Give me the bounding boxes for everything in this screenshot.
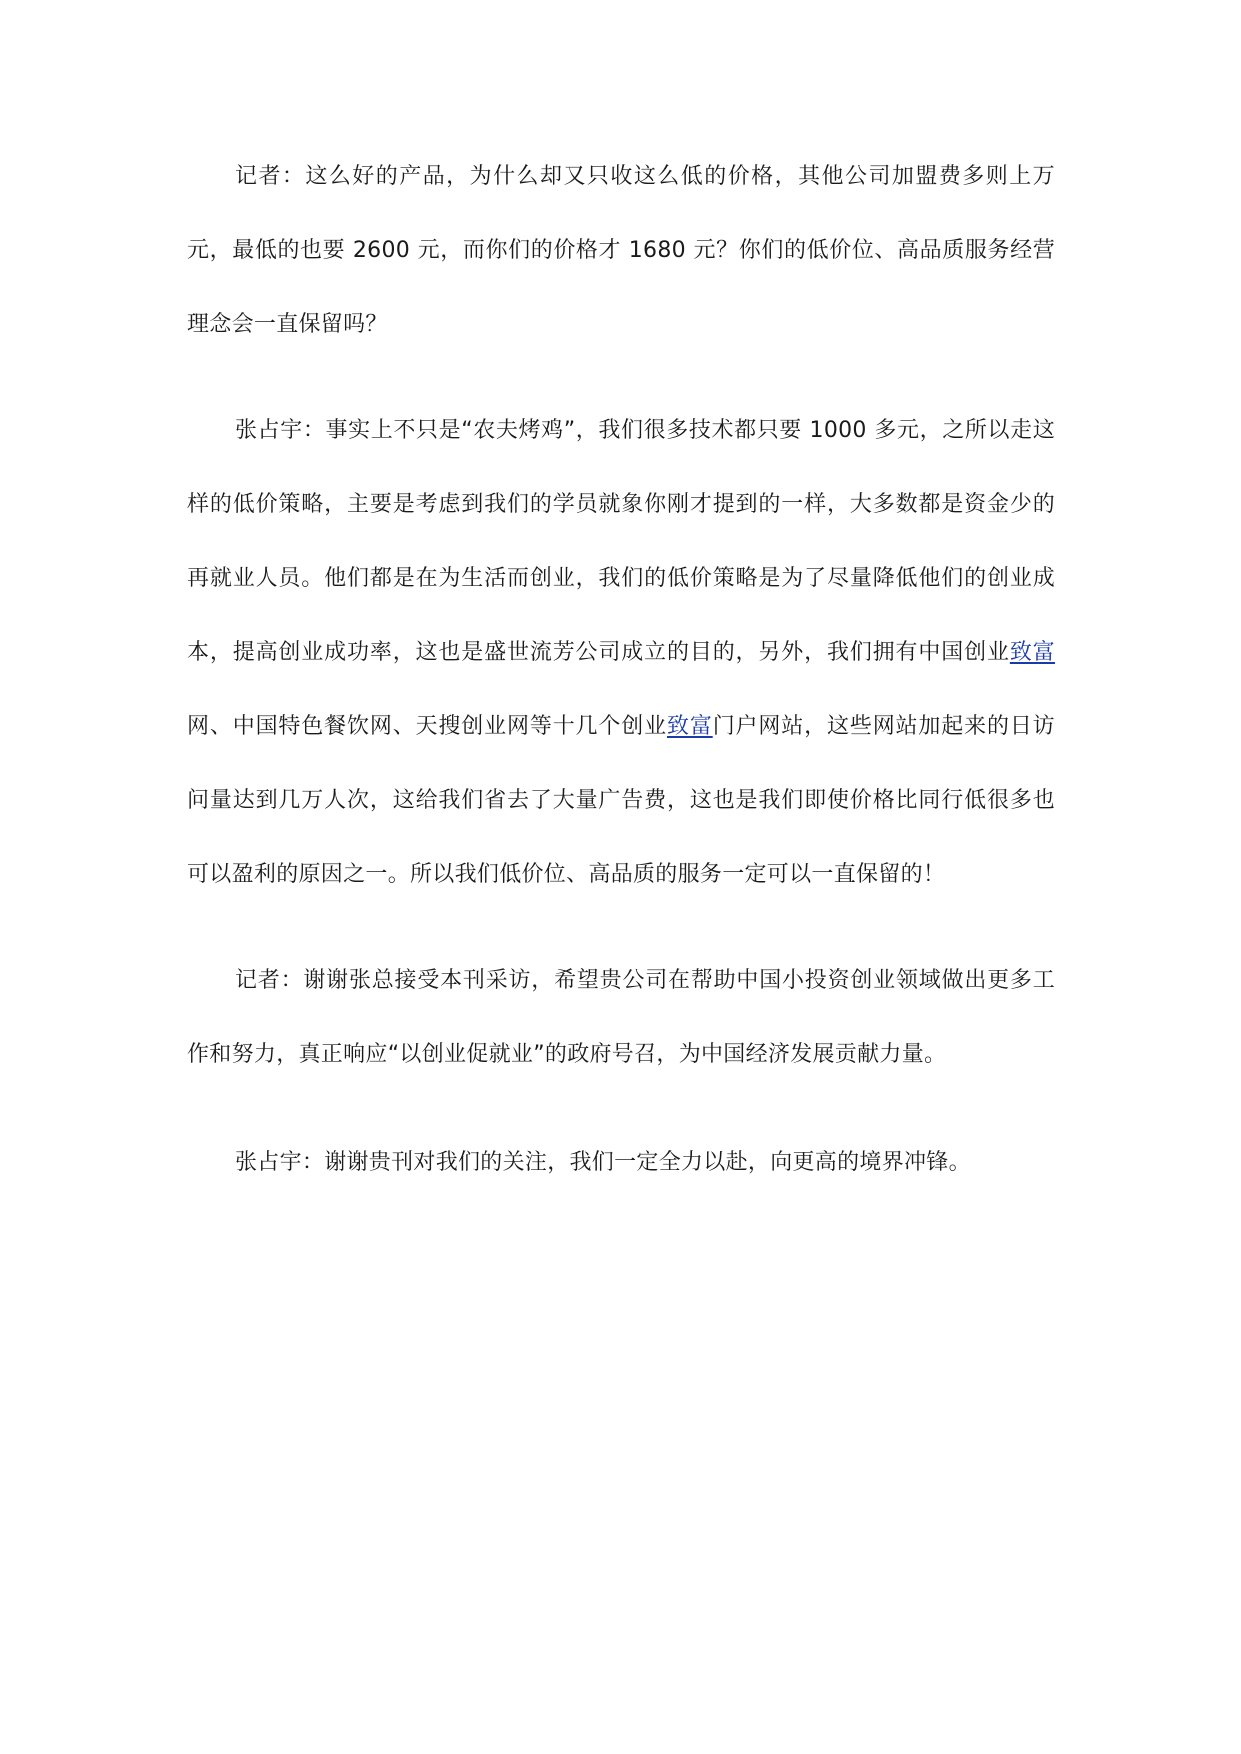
document-body (187, 140, 1055, 1200)
text-segment: 张占宇：事实上不只是“农夫烤鸡”，我们很多技术都只要 1000 多元，之所以走这样的低价策略，主要是考虑到我们的学员就象你刚才提到的一样，大多数都是资金少的再就业人员。他们都是在为生活而创业，我们的低价策略是为了尽量降低他们的创业成本，提高创业成功率，这也是盛世流芳公司成立的目的，另外，我们拥有中国创业 (187, 418, 1055, 665)
link-zhifu[interactable]: 致富 (1009, 640, 1055, 665)
text-segment: 记者：这么好的产品，为什么却又只收这么低的价格，其他公司加盟费多则上万元，最低的也要 2600 元，而你们的价格才 1680 元？你们的低价位、高品质服务经营理念会一直保留吗？ (187, 164, 1055, 337)
text-segment: 门户网站，这些网站加起来的日访问量达到几万人次，这给我们省去了大量广告费，这也是我们即使价格比同行低很多也可以盈利的原因之一。所以我们低价位、高品质的服务一定可以一直保留的！ (187, 714, 1055, 887)
paragraph-zhang-thanks (187, 1126, 1055, 1200)
paragraph-reporter-question (187, 140, 1055, 362)
paragraph-zhang-answer (187, 394, 1055, 912)
text-segment: 张占宇：谢谢贵刊对我们的关注，我们一定全力以赴，向更高的境界冲锋。 (235, 1150, 971, 1175)
link-zhifu[interactable]: 致富 (666, 714, 713, 739)
paragraph-reporter-thanks (187, 944, 1055, 1092)
text-segment: 记者：谢谢张总接受本刊采访，希望贵公司在帮助中国小投资创业领域做出更多工作和努力，真正响应“以创业促就业”的政府号召，为中国经济发展贡献力量。 (187, 968, 1055, 1067)
text-segment: 网、中国特色餐饮网、天搜创业网等十几个创业 (187, 714, 667, 739)
